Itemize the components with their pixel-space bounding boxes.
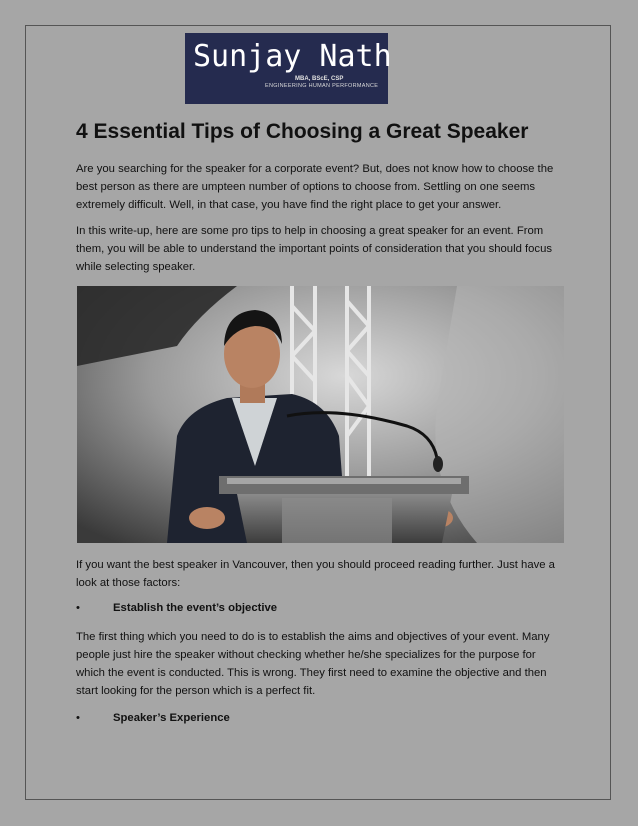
intro-paragraph-1: Are you searching for the speaker for a corporate event? But, does not know how to choose the best person as there are umpteen number of options to choose from. Settling on one seems extremely difficult. Well, in that case, you have find the right place to get your answer. xyxy=(76,163,554,211)
tip-body-objective: The first thing which you need to do is to establish the aims and objectives of your event. Many people just hire the speaker without checking whether he/she specializes for the purpose for which the event is conducted. This is wrong. They first need to examine the objective and then start looking for the person which is a perfect fit. xyxy=(76,631,550,697)
logo xyxy=(185,33,392,104)
logo-name: Sunjay Nath xyxy=(193,39,392,74)
intro-paragraph-2: In this write-up, here are some pro tips to help in choosing a great speaker for an event. From them, you will be able to understand the important points of consideration that you should focus while selecting speaker. xyxy=(76,225,553,273)
logo-tagline: ENGINEERING HUMAN PERFORMANCE xyxy=(265,83,379,89)
bullet-marker: • xyxy=(76,602,80,614)
logo-credentials: MBA, BScE, CSP xyxy=(295,76,344,82)
speaker-photo xyxy=(77,286,564,543)
tip-heading-objective: Establish the event’s objective xyxy=(113,602,278,614)
article-title: 4 Essential Tips of Choosing a Great Speaker xyxy=(76,120,529,143)
tip-heading-experience: Speaker’s Experience xyxy=(113,712,230,724)
bullet-marker: • xyxy=(76,712,80,724)
after-photo-paragraph: If you want the best speaker in Vancouver, then you should proceed reading further. Just have a look at those factors: xyxy=(76,559,555,589)
